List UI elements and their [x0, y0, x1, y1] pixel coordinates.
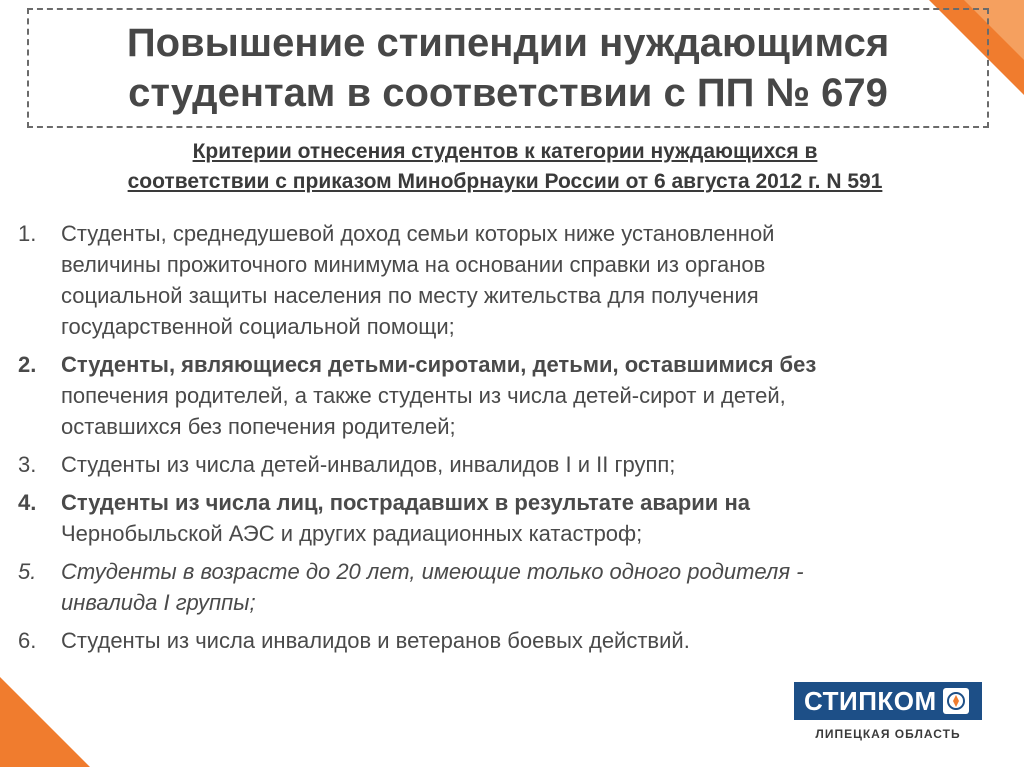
list-item-number: 2.: [18, 352, 37, 377]
page-title-line-1: Повышение стипендии нуждающимся: [126, 21, 890, 65]
list-item: [18, 449, 1008, 480]
list-item-text: Студенты из числа лиц, пострадавших в результате аварии на: [61, 490, 750, 515]
list-item: [18, 556, 1008, 587]
list-item-text: Студенты, являющиеся детьми-сиротами, детьми, оставшимися без: [61, 352, 817, 377]
list-item-continuation: [18, 311, 1008, 342]
list-item-text: инвалида I группы;: [61, 590, 256, 615]
list-item-continuation: [18, 380, 1008, 411]
list-item: [18, 487, 1008, 518]
list-item-text: социальной защиты населения по месту жительства для получения: [61, 283, 759, 308]
list-item: [18, 349, 1008, 380]
list-item: [18, 218, 1008, 249]
subtitle-line-1: Критерии отнесения студентов к категории нуждающихся в: [192, 140, 818, 163]
list-item-text: Студенты из числа инвалидов и ветеранов боевых действий.: [61, 628, 690, 653]
list-item-number: 6.: [18, 628, 37, 653]
subtitle-line-2: соответствии с приказом Минобрнауки России от 6 августа 2012 г. N 591: [127, 170, 883, 193]
list-item-text: оставшихся без попечения родителей;: [61, 414, 456, 439]
list-item-continuation: [18, 587, 1008, 618]
subtitle: [0, 137, 1010, 197]
list-item-text: Студенты в возрасте до 20 лет, имеющие только одного родителя -: [61, 559, 804, 584]
list-item-text: Студенты из числа детей-инвалидов, инвалидов I и II групп;: [61, 452, 676, 477]
criteria-list: [18, 218, 1008, 656]
logo-box: [794, 682, 982, 720]
list-item-number: 1.: [18, 221, 37, 246]
corner-decoration-bottom-left: [0, 677, 90, 767]
list-item-text: Чернобыльской АЭС и других радиационных катастроф;: [61, 521, 643, 546]
logo-word: СТИПКОМ: [804, 685, 937, 716]
list-item-number: 4.: [18, 490, 37, 515]
list-item-text: государственной социальной помощи;: [61, 314, 455, 339]
list-item-number: 5.: [18, 559, 37, 584]
list-item-continuation: [18, 280, 1008, 311]
list-item-text: Студенты, среднедушевой доход семьи которых ниже установленной: [61, 221, 775, 246]
logo-emblem-icon: [943, 688, 969, 714]
page-title-line-2: студентам в соответствии с ПП № 679: [128, 71, 888, 115]
list-item-text: попечения родителей, а также студенты из числа детей-сирот и детей,: [61, 383, 786, 408]
logo: [794, 682, 982, 741]
list-item: [18, 625, 1008, 656]
logo-region: ЛИПЕЦКАЯ ОБЛАСТЬ: [815, 727, 961, 741]
list-item-text: величины прожиточного минимума на основании справки из органов: [61, 252, 766, 277]
list-item-continuation: [18, 518, 1008, 549]
title-box: [27, 8, 989, 128]
list-item-number: 3.: [18, 452, 37, 477]
list-item-continuation: [18, 249, 1008, 280]
list-item-continuation: [18, 411, 1008, 442]
